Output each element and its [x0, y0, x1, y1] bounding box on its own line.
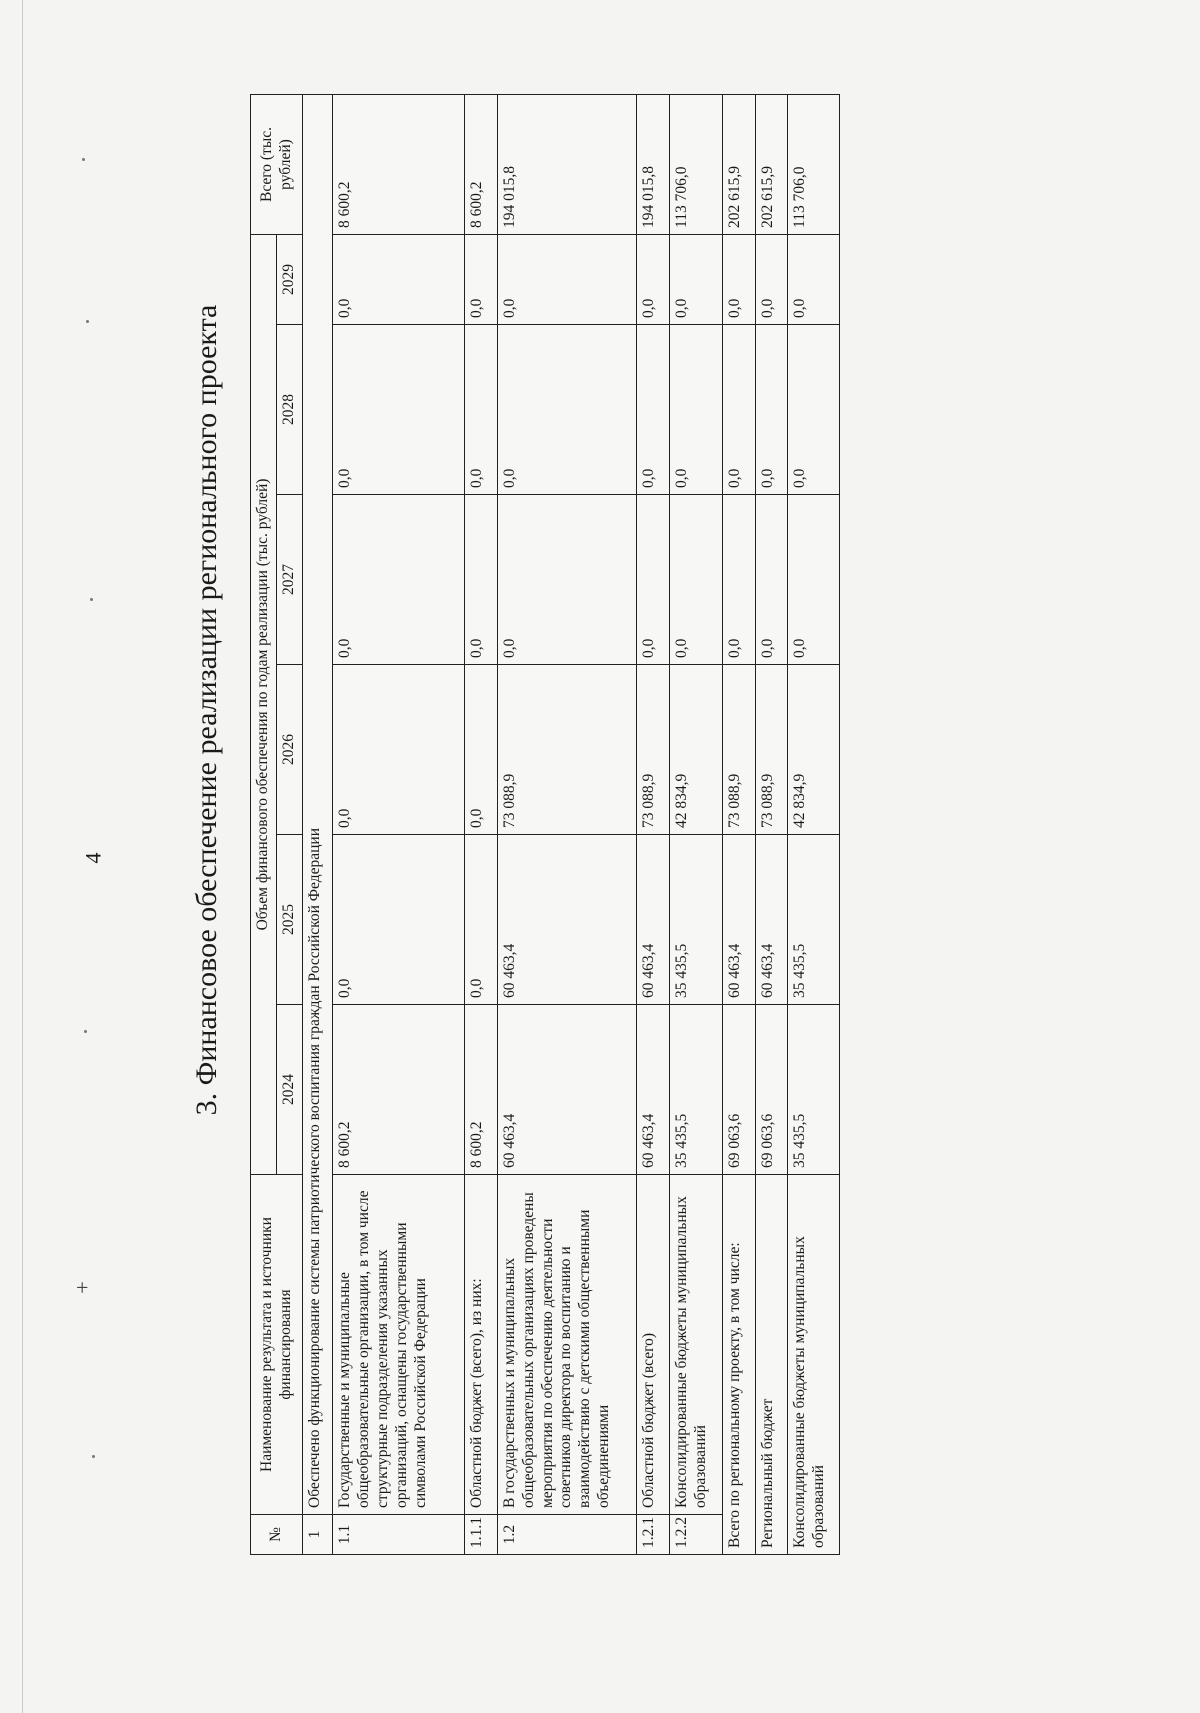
row-value: 0,0 [465, 495, 497, 665]
row-value: 0,0 [497, 325, 637, 495]
row-value: 42 834,9 [669, 665, 722, 835]
summary-value: 0,0 [755, 234, 787, 324]
summary-value: 0,0 [723, 234, 755, 324]
row-total: 194 015,8 [637, 94, 669, 234]
summary-value: 69 063,6 [723, 1005, 755, 1175]
summary-row [723, 94, 755, 1554]
row-value: 0,0 [333, 665, 465, 835]
summary-value: 0,0 [755, 325, 787, 495]
section-row [303, 94, 333, 1554]
summary-value: 0,0 [755, 495, 787, 665]
header-year: 2026 [277, 665, 303, 835]
row-value: 35 435,5 [669, 1005, 722, 1175]
section-title: 3. Финансовое обеспечение реализации регионального проекта [190, 304, 223, 1116]
header-name: Наименование результата и источники финансирования [251, 1175, 303, 1515]
header-year: 2027 [277, 495, 303, 665]
header-no: № [251, 1515, 303, 1555]
summary-name: Всего по региональному проекту, в том числе: [723, 1175, 755, 1555]
scan-speck [90, 598, 93, 601]
scan-speck [84, 1030, 87, 1033]
header-year: 2024 [277, 1005, 303, 1175]
row-value: 73 088,9 [637, 665, 669, 835]
summary-value: 35 435,5 [788, 1005, 840, 1175]
summary-value: 0,0 [788, 234, 840, 324]
row-value: 0,0 [333, 495, 465, 665]
scan-speck [92, 1455, 95, 1458]
row-value: 0,0 [637, 234, 669, 324]
row-value: 0,0 [465, 665, 497, 835]
row-value: 0,0 [333, 325, 465, 495]
row-value: 0,0 [637, 495, 669, 665]
summary-total: 202 615,9 [755, 94, 787, 234]
row-value: 0,0 [669, 234, 722, 324]
summary-value: 60 463,4 [723, 835, 755, 1005]
section-title-cell: Обеспечено функционирование системы патриотического воспитания граждан Российской Федерации [303, 94, 333, 1514]
row-no: 1.1.1 [465, 1515, 497, 1555]
row-name: В государственных и муниципальных общеобразовательных организациях проведены мероприятия по обеспечению деятельности советников директора по воспитанию и взаимодействию с детскими общественными объединениями [497, 1175, 637, 1515]
summary-total: 113 706,0 [788, 94, 840, 234]
header-volume: Объем финансового обеспечения по годам реализации (тыс. рублей) [251, 234, 277, 1174]
row-value: 0,0 [669, 495, 722, 665]
financing-table [250, 94, 840, 1555]
row-value: 0,0 [497, 495, 637, 665]
row-value: 0,0 [333, 835, 465, 1005]
row-value: 73 088,9 [497, 665, 637, 835]
summary-value: 35 435,5 [788, 835, 840, 1005]
row-value: 0,0 [465, 325, 497, 495]
row-name: Государственные и муниципальные общеобразовательные организации, в том числе структурные подразделения указанных организаций, оснащены государственными символами Российской Федерации [333, 1175, 465, 1515]
summary-value: 0,0 [788, 495, 840, 665]
row-value: 0,0 [465, 234, 497, 324]
registration-mark: + [76, 1275, 89, 1300]
summary-value: 0,0 [723, 495, 755, 665]
summary-total: 202 615,9 [723, 94, 755, 234]
row-value: 60 463,4 [497, 1005, 637, 1175]
table-row [465, 94, 497, 1554]
table-row [497, 94, 637, 1554]
row-no: 1.2.1 [637, 1515, 669, 1555]
row-value: 0,0 [465, 835, 497, 1005]
table-row [637, 94, 669, 1554]
scan-speck [86, 320, 89, 323]
table-container [250, 126, 840, 1555]
row-name: Областной бюджет (всего), из них: [465, 1175, 497, 1515]
table-row [669, 94, 722, 1554]
summary-value: 0,0 [723, 325, 755, 495]
summary-value: 69 063,6 [755, 1005, 787, 1175]
summary-row [788, 94, 840, 1554]
row-total: 8 600,2 [465, 94, 497, 234]
header-year: 2029 [277, 234, 303, 324]
row-value: 0,0 [669, 325, 722, 495]
row-total: 194 015,8 [497, 94, 637, 234]
row-value: 8 600,2 [465, 1005, 497, 1175]
header-year: 2028 [277, 325, 303, 495]
header-total: Всего (тыс. рублей) [251, 94, 303, 234]
summary-name: Консолидированные бюджеты муниципальных образований [788, 1175, 840, 1555]
row-total: 113 706,0 [669, 94, 722, 234]
section-no: 1 [303, 1515, 333, 1555]
row-value: 60 463,4 [637, 1005, 669, 1175]
page-number: 4 [80, 852, 106, 864]
row-value: 0,0 [333, 234, 465, 324]
table-row [333, 94, 465, 1554]
row-name: Областной бюджет (всего) [637, 1175, 669, 1515]
row-total: 8 600,2 [333, 94, 465, 234]
row-value: 60 463,4 [497, 835, 637, 1005]
summary-name: Региональный бюджет [755, 1175, 787, 1555]
summary-value: 73 088,9 [723, 665, 755, 835]
summary-row [755, 94, 787, 1554]
scan-speck [82, 158, 85, 161]
row-no: 1.2 [497, 1515, 637, 1555]
row-value: 60 463,4 [637, 835, 669, 1005]
summary-value: 0,0 [788, 325, 840, 495]
summary-value: 73 088,9 [755, 665, 787, 835]
row-value: 8 600,2 [333, 1005, 465, 1175]
row-value: 0,0 [637, 325, 669, 495]
summary-value: 60 463,4 [755, 835, 787, 1005]
row-name: Консолидированные бюджеты муниципальных образований [669, 1175, 722, 1515]
row-value: 35 435,5 [669, 835, 722, 1005]
row-no: 1.2.2 [669, 1515, 722, 1555]
summary-value: 42 834,9 [788, 665, 840, 835]
row-no: 1.1 [333, 1515, 465, 1555]
row-value: 0,0 [497, 234, 637, 324]
header-year: 2025 [277, 835, 303, 1005]
